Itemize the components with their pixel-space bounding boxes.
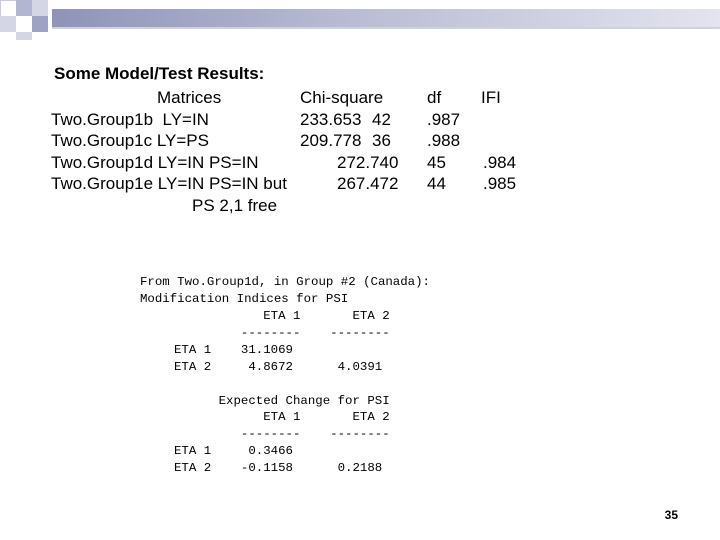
- decor-square: [32, 16, 48, 32]
- mi-column-headers: ETA 1 ETA 2: [174, 309, 390, 323]
- header-gradient-bar: [52, 9, 720, 27]
- ec-rule: -------- --------: [174, 427, 390, 441]
- row-df: .988: [427, 131, 461, 150]
- ec-row: ETA 2 -0.1158 0.2188: [174, 461, 383, 475]
- row-label-continuation: PS 2,1 free: [192, 196, 278, 215]
- col-header-ifi: IFI: [481, 88, 501, 107]
- row-label: Two.Group1e LY=IN PS=IN but: [51, 174, 287, 193]
- row-df: .987: [427, 110, 461, 129]
- decor-square: [0, 16, 16, 32]
- slide-header-decoration: [0, 0, 720, 40]
- row-df-inline: 42: [372, 110, 391, 129]
- output-ec-title: Expected Change for PSI: [174, 394, 390, 408]
- row-label: Two.Group1c LY=PS: [51, 131, 209, 150]
- row-df-inline: 36: [372, 131, 391, 150]
- row-ifi: .985: [483, 174, 517, 193]
- header-underline: [52, 27, 720, 29]
- col-header-chisq: Chi-square: [300, 88, 384, 107]
- ec-row: ETA 1 0.3466: [174, 444, 293, 458]
- row-df: 44: [427, 174, 446, 193]
- mi-row: ETA 1 31.1069: [174, 343, 293, 357]
- mi-rule: -------- --------: [174, 326, 390, 340]
- row-label: Two.Group1d LY=IN PS=IN: [51, 153, 259, 172]
- col-header-df: df: [427, 88, 442, 107]
- decor-square: [16, 16, 32, 32]
- row-chisq: 233.653: [300, 110, 362, 129]
- page-number: 35: [664, 508, 678, 522]
- mi-row: ETA 2 4.8672 4.0391: [174, 360, 383, 374]
- ec-column-headers: ETA 1 ETA 2: [174, 410, 390, 424]
- row-df: 45: [427, 153, 446, 172]
- decor-square: [16, 0, 32, 16]
- decor-square: [32, 0, 48, 16]
- row-chisq: 209.778: [300, 131, 362, 150]
- row-ifi: .984: [483, 153, 517, 172]
- output-source-line: From Two.Group1d, in Group #2 (Canada):: [140, 275, 430, 289]
- row-chisq: 267.472: [337, 174, 399, 193]
- col-header-matrices: Matrices: [157, 88, 222, 107]
- decor-square: [16, 32, 32, 40]
- row-chisq: 272.740: [337, 153, 399, 172]
- slide-title: Some Model/Test Results:: [54, 64, 265, 83]
- row-label: Two.Group1b LY=IN: [51, 110, 209, 129]
- output-mi-title: Modification Indices for PSI: [140, 292, 349, 306]
